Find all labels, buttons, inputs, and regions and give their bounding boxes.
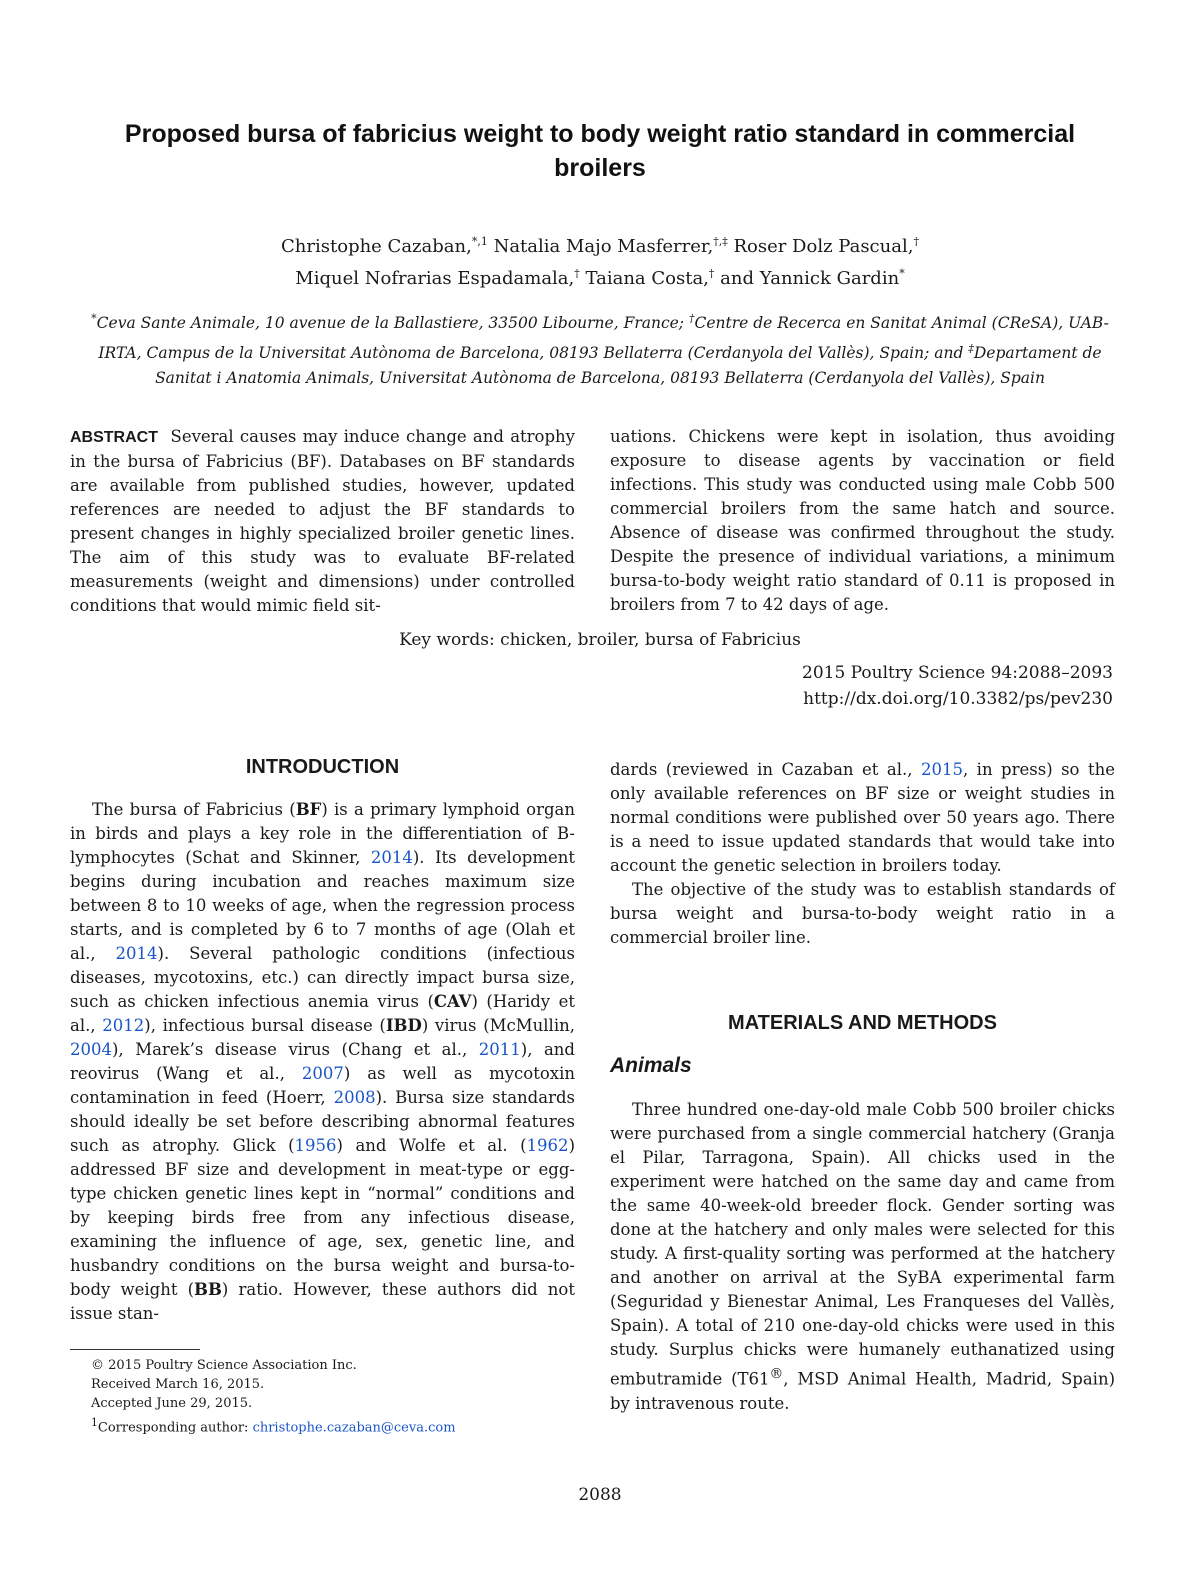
- footnote-marker: 1: [91, 1416, 98, 1429]
- author-name: Roser Dolz Pascual,: [733, 236, 914, 257]
- affiliations: [72, 306, 1128, 391]
- abbreviation: IBD: [385, 1016, 422, 1035]
- author-name: Natalia Majo Masferrer,: [493, 236, 714, 257]
- text-run: Three hundred one-day-old male Cobb 500 broiler chicks were purchased from a single commercial hatchery (Granja el Pilar, Tarragona, Spain). All chicks used in the experiment were hatched on the same day and came from the same 40-week-old breeder flock. Gender sorting was done at the hatchery and only males were selected for this study. A first-quality sorting was performed at the hatchery and another on arrival at the SyBA experimental farm (Seguridad y Bienestar Animal, Les Franqueses del Vallès, Spain). A total of 210 one-day-old chicks were used in this study. Surplus chicks were humanely euthanatized using embutramide (T61: [610, 1100, 1115, 1389]
- citation-link[interactable]: 1962: [526, 1136, 569, 1155]
- abbreviation: BB: [194, 1280, 222, 1299]
- affiliation-text: Centre de Recerca en Sanitat Animal (CReSA), UAB-IRTA, Campus de la Universitat Autònoma de Barcelona, 08193 Bellaterra (Cerdanyola del Vallès), Spain; and: [98, 314, 1109, 363]
- journal-reference: 2015 Poultry Science 94:2088–2093: [802, 663, 1113, 683]
- affiliation-marker: †: [688, 312, 695, 325]
- citation-link[interactable]: 2008: [333, 1088, 376, 1107]
- text-run: ) and Wolfe et al. (: [336, 1136, 527, 1155]
- abstract-text-left: Several causes may induce change and atrophy in the bursa of Fabricius (BF). Databases on BF standards are available from published studies, however, updated references are needed to adjust the BF standards to present changes in highly specialized broiler genetic lines. The aim of this study was to evaluate BF-related measurements (weight and dimensions) under controlled conditions that would mimic field sit-: [70, 427, 575, 615]
- author-affiliation-marker: †: [708, 267, 715, 280]
- abstract-right-column: [610, 425, 1115, 617]
- animals-subheading: Animals: [610, 1054, 692, 1077]
- text-run: ), Marek’s disease virus (Chang et al.,: [112, 1040, 479, 1059]
- text-run: ) virus (McMullin,: [421, 1016, 575, 1035]
- abbreviation: BF: [295, 800, 322, 819]
- author-affiliation-marker: †,‡: [713, 235, 728, 248]
- affiliation-marker: ‡: [968, 342, 974, 356]
- affiliation-text: Ceva Sante Animale, 10 avenue de la Ballastiere, 33500 Libourne, France;: [96, 314, 689, 333]
- text-run: ), and reovirus (Wang et al.,: [70, 1040, 575, 1083]
- introduction-continued: [610, 758, 1115, 950]
- introduction-body: [70, 798, 575, 1326]
- objective-paragraph: The objective of the study was to establish standards of bursa weight and bursa-to-body weight ratio in a commercial broiler line.: [610, 880, 1115, 947]
- affiliation-marker: *: [91, 312, 97, 325]
- abstract-text-right: uations. Chickens were kept in isolation, thus avoiding exposure to disease agents by vaccination or field infections. This study was conducted using male Cobb 500 commercial broilers from the same hatch and source. Absence of disease was confirmed throughout the study. Despite the presence of individual variations, a minimum bursa-to-body weight ratio standard of 0.11 is proposed in broilers from 7 to 42 days of age.: [610, 427, 1115, 614]
- text-run: ) as well as mycotoxin contamination in feed (Hoerr,: [70, 1064, 575, 1107]
- keywords-text: chicken, broiler, bursa of Fabricius: [500, 630, 801, 650]
- text-run: ) ratio. However, these authors did not issue stan-: [70, 1280, 575, 1323]
- text-run: , MSD Animal Health, Madrid, Spain) by intravenous route.: [610, 1369, 1116, 1413]
- affiliation-text: Departament de Sanitat i Anatomia Animals, Universitat Autònoma de Barcelona, 08193 Bellaterra (Cerdanyola del Vallès), Spain: [155, 344, 1102, 388]
- text-run: , in press) so the only available references on BF size or weight studies in normal conditions were published over 50 years ago. There is a need to issue updated standards that would take into account the genetic selection in broilers today.: [610, 760, 1115, 875]
- accepted-date: Accepted June 29, 2015.: [91, 1396, 253, 1411]
- animals-body: [610, 1098, 1115, 1416]
- abbreviation: CAV: [433, 992, 472, 1011]
- footnotes: [91, 1356, 456, 1437]
- animals-paragraph: [610, 1098, 1115, 1416]
- introduction-continued-paragraph: [610, 758, 1115, 878]
- citation-link[interactable]: 2012: [102, 1016, 145, 1035]
- introduction-heading: INTRODUCTION: [245, 756, 400, 778]
- citation-link[interactable]: 2011: [478, 1040, 521, 1059]
- registered-mark: ®: [769, 1366, 784, 1382]
- corresponding-label: Corresponding author:: [97, 1420, 253, 1436]
- methods-heading: MATERIALS AND METHODS: [728, 1012, 997, 1034]
- abstract-left-column: [70, 425, 575, 618]
- author-affiliation-marker: †: [574, 267, 580, 280]
- text-run: ) (Haridy et al.,: [70, 992, 575, 1035]
- text-run: The bursa of Fabricius (: [92, 800, 296, 819]
- page-number: 2088: [578, 1485, 622, 1505]
- text-run: dards (reviewed in Cazaban et al.,: [610, 760, 921, 779]
- received-date: Received March 16, 2015.: [91, 1377, 265, 1392]
- author-name: Christophe Cazaban,: [281, 236, 472, 257]
- copyright-note: © 2015 Poultry Science Association Inc.: [91, 1358, 357, 1373]
- abstract-heading: ABSTRACT: [70, 429, 158, 446]
- author-name: and Yannick Gardin: [720, 268, 900, 289]
- footnote-divider: [70, 1349, 200, 1350]
- citation-link[interactable]: 2014: [115, 944, 158, 963]
- citation-link[interactable]: 2007: [301, 1064, 344, 1083]
- citation-link[interactable]: 2014: [370, 848, 413, 867]
- introduction-paragraph: [70, 798, 575, 1326]
- author-list: [80, 228, 1120, 292]
- author-name: Miquel Nofrarias Espadamala,: [295, 268, 575, 289]
- keywords: [0, 630, 1200, 650]
- author-affiliation-marker: *,1: [471, 235, 488, 248]
- text-run: ) addressed BF size and development in meat-type or egg-type chicken genetic lines kept in “normal” conditions and by keeping birds free from any infectious disease, examining the influence of age, sex, genetic line, and husbandry conditions on the bursa weight and bursa-to-body weight (: [70, 1136, 575, 1299]
- doi-link[interactable]: http://dx.doi.org/10.3382/ps/pev230: [803, 689, 1113, 709]
- text-run: ). Its development begins during incubation and reaches maximum size between 8 to 10 weeks of age, when the regression process starts, and is completed by 6 to 7 months of age (Olah et al.,: [70, 848, 575, 963]
- citation-link[interactable]: 1956: [294, 1136, 337, 1155]
- corresponding-author: [91, 1413, 456, 1437]
- keywords-label: Key words:: [399, 630, 495, 650]
- journal-citation: [802, 660, 1113, 712]
- author-affiliation-marker: †: [913, 235, 919, 248]
- text-run: ) is a primary lymphoid organ in birds and plays a key role in the differentiation of B-lymphocytes (Schat and Skinner,: [70, 800, 575, 867]
- author-name: Taiana Costa,: [585, 268, 709, 289]
- author-affiliation-marker: *: [899, 267, 905, 280]
- citation-link[interactable]: 2004: [70, 1040, 112, 1059]
- paper-title: Proposed bursa of fabricius weight to body weight ratio standard in commercial broilers: [124, 120, 1076, 182]
- author-email-link[interactable]: christophe.cazaban@ceva.com: [252, 1420, 456, 1436]
- text-run: ). Several pathologic conditions (infectious diseases, mycotoxins, etc.) can directly impact bursa size, such as chicken infectious anemia virus (: [70, 944, 575, 1011]
- citation-link[interactable]: 2015: [920, 760, 963, 779]
- text-run: ), infectious bursal disease (: [144, 1016, 386, 1035]
- text-run: ). Bursa size standards should ideally be set before describing abnormal features such as atrophy. Glick (: [70, 1088, 575, 1155]
